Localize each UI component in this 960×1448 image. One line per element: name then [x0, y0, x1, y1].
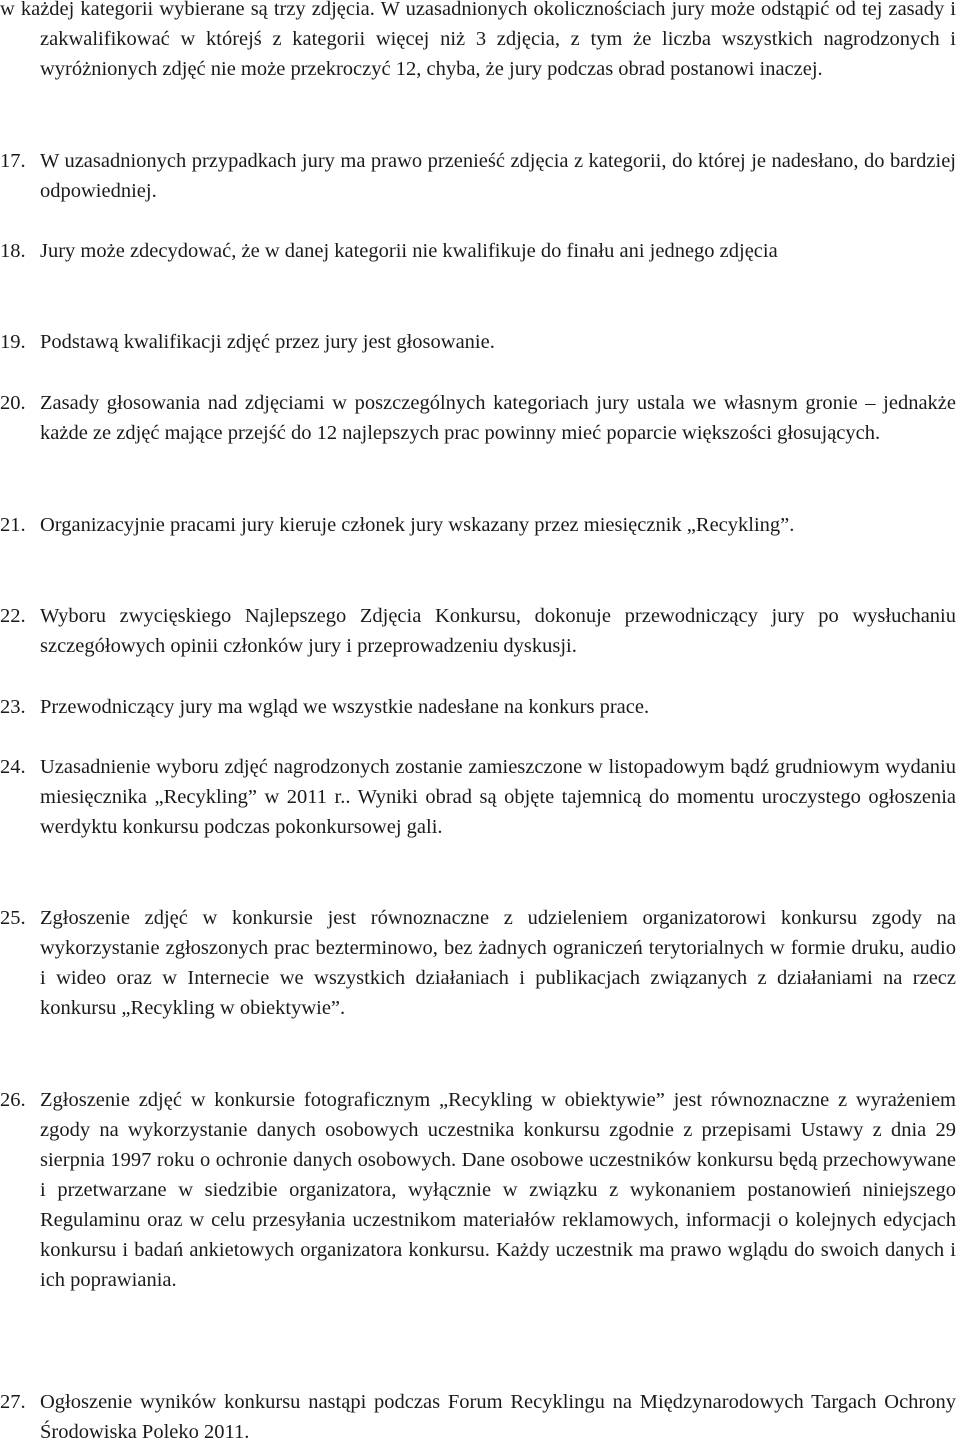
item-text: Uzasadnienie wyboru zdjęć nagrodzonych zostanie zamieszczone w listopadowym bądź grudniowym wydaniu miesięcznika „Recykling” w 2011 r.. Wyniki obrad są objęte tajemnicą do momentu uroczystego ogłoszenia werdyktu konkursu podczas pokonkursowej gali.: [40, 756, 956, 838]
list-item-25: [0, 903, 956, 1023]
item-text: W uzasadnionych przypadkach jury ma prawo przenieść zdjęcia z kategorii, do której je nadesłano, do bardziej odpowiedniej.: [40, 150, 956, 202]
item-text: Ogłoszenie wyników konkursu nastąpi podczas Forum Recyklingu na Międzynarodowych Targach Ochrony Środowiska Poleko 2011.: [40, 1391, 956, 1443]
item-text: Organizacyjnie pracami jury kieruje członek jury wskazany przez miesięcznik „Recykling”.: [40, 514, 795, 536]
list-item-22: [0, 601, 956, 661]
item-number: 22.: [0, 605, 26, 627]
item-number: 18.: [0, 240, 26, 262]
list-item-27: [0, 1387, 956, 1447]
list-item-20: [0, 388, 956, 448]
item-number: 17.: [0, 150, 26, 172]
item-text: Wyboru zwycięskiego Najlepszego Zdjęcia Konkursu, dokonuje przewodniczący jury po wysłuchaniu szczegółowych opinii członków jury i przeprowadzeniu dyskusji.: [40, 605, 956, 657]
item-number: 27.: [0, 1391, 26, 1413]
item-text: Zgłoszenie zdjęć w konkursie jest równoznaczne z udzieleniem organizatorowi konkursu zgody na wykorzystanie zgłoszonych prac bezterminowo, bez żadnych ograniczeń terytorialnych w formie druku, audio i wideo oraz w Internecie we wszystkich działaniach i publikacjach związanych z działaniami na rzecz konkursu „Recykling w obiektywie”.: [40, 907, 956, 1019]
item-number: 20.: [0, 392, 26, 414]
item-number: 25.: [0, 907, 26, 929]
list-item-24: [0, 752, 956, 842]
item-number: 26.: [0, 1089, 26, 1111]
item-text: Zgłoszenie zdjęć w konkursie fotograficznym „Recykling w obiektywie” jest równoznaczne z wyrażeniem zgody na wykorzystanie danych osobowych uczestnika konkursu zgodnie z przepisami Ustawy z dnia 29 sierpnia 1997 roku o ochronie danych osobowych. Dane osobowe uczestników konkursu będą przechowywane i przetwarzane w siedzibie organizatora, wyłącznie w związku z wykonaniem postanowień niniejszego Regulaminu oraz w celu przesyłania uczestnikom materiałów reklamowych, informacji o kolejnych edycjach konkursu i badań ankietowych organizatora konkursu. Każdy uczestnik ma prawo wglądu do swoich danych i ich poprawiania.: [40, 1089, 956, 1291]
item-text: Zasady głosowania nad zdjęciami w poszczególnych kategoriach jury ustala we własnym gronie – jednakże każde ze zdjęć mające przejść do 12 najlepszych prac powinny mieć poparcie większości głosujących.: [40, 392, 956, 444]
list-item-17: [0, 146, 956, 206]
list-item-18: [0, 236, 956, 266]
item-number: 21.: [0, 514, 26, 536]
intro-paragraph: [0, 0, 960, 84]
intro-first-part: w każdej kategorii wybierane są trzy zdjęcia.: [0, 0, 375, 20]
list-item-23: [0, 692, 956, 722]
list-item-21: [0, 510, 956, 540]
item-number: 23.: [0, 696, 26, 718]
item-text: Podstawą kwalifikacji zdjęć przez jury jest głosowanie.: [40, 331, 495, 353]
intro-rest: W uzasadnionych okolicznościach jury może odstąpić od tej zasady i zakwalifikować w którejś z kategorii więcej niż 3 zdjęcia, z tym że liczba wszystkich nagrodzonych i wyróżnionych zdjęć nie może przekroczyć 12, chyba, że jury podczas obrad postanowi inaczej.: [40, 0, 956, 80]
list-item-19: [0, 327, 956, 357]
item-number: 19.: [0, 331, 26, 353]
item-text: Przewodniczący jury ma wgląd we wszystkie nadesłane na konkurs prace.: [40, 696, 650, 718]
item-number: 24.: [0, 756, 26, 778]
item-text: Jury może zdecydować, że w danej kategorii nie kwalifikuje do finału ani jednego zdjęcia: [40, 240, 778, 262]
list-item-26: [0, 1085, 956, 1295]
